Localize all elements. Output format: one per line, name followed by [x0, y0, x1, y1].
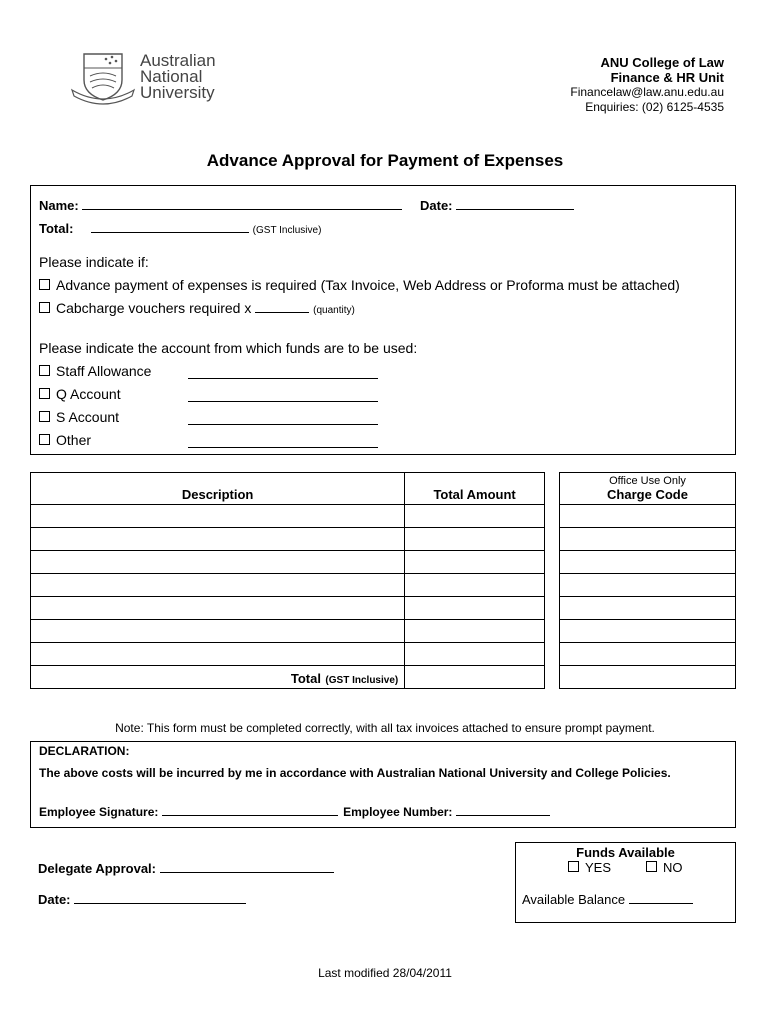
table-row	[31, 574, 545, 597]
account-label: Please indicate the account from which funds are to be used:	[39, 340, 418, 356]
other-account-field[interactable]	[188, 435, 378, 448]
contact-block	[570, 55, 724, 115]
account-option-label: Q Account	[56, 386, 121, 402]
date-label: Date:	[420, 198, 453, 213]
approval-date-field[interactable]	[74, 891, 246, 904]
table-row	[31, 620, 545, 643]
available-balance-field[interactable]	[629, 891, 693, 904]
delegate-approval-field[interactable]	[160, 860, 334, 873]
charge-code-cell[interactable]	[560, 620, 736, 643]
yes-checkbox[interactable]	[568, 861, 579, 872]
name-label: Name:	[39, 198, 79, 213]
description-header: Description	[31, 473, 405, 505]
table-total-gst: (GST Inclusive)	[325, 675, 399, 686]
charge-code-cell[interactable]	[560, 643, 736, 666]
declaration-heading: DECLARATION:	[39, 744, 130, 758]
charge-code-cell[interactable]	[560, 574, 736, 597]
completion-note: Note: This form must be completed correctly, with all tax invoices attached to ensure prompt payment.	[115, 721, 655, 735]
indicate-label: Please indicate if:	[39, 254, 149, 270]
charge-code-table	[559, 472, 736, 689]
approval-date-label: Date:	[38, 892, 71, 907]
employee-number-field[interactable]	[456, 803, 550, 816]
employee-number-label: Employee Number:	[343, 805, 453, 819]
contact-enquiries: Enquiries: (02) 6125-4535	[585, 100, 724, 114]
charge-code-cell[interactable]	[560, 528, 736, 551]
no-checkbox[interactable]	[646, 861, 657, 872]
charge-code-cell[interactable]	[560, 666, 736, 689]
signature-label: Employee Signature:	[39, 805, 159, 819]
logo-line-2: National	[140, 67, 203, 86]
table-total-label: Total	[290, 671, 321, 686]
table-row	[31, 643, 545, 666]
date-field[interactable]	[456, 197, 574, 210]
other-account-checkbox[interactable]	[39, 434, 50, 445]
unit-name: Finance & HR Unit	[610, 70, 724, 85]
amount-cell[interactable]	[405, 643, 545, 666]
total-amount-cell[interactable]	[405, 666, 545, 689]
description-cell[interactable]	[31, 597, 405, 620]
q-account-checkbox[interactable]	[39, 388, 50, 399]
no-label: NO	[663, 860, 683, 875]
description-cell[interactable]	[31, 643, 405, 666]
crest-icon	[70, 50, 136, 106]
advance-checkbox[interactable]	[39, 279, 50, 290]
page-title: Advance Approval for Payment of Expenses	[206, 151, 564, 170]
college-name: ANU College of Law	[600, 55, 724, 70]
table-row	[31, 551, 545, 574]
q-account-field[interactable]	[188, 389, 378, 402]
s-account-checkbox[interactable]	[39, 411, 50, 422]
cabcharge-option-label: Cabcharge vouchers required x	[56, 300, 252, 316]
table-row	[31, 528, 545, 551]
amount-cell[interactable]	[405, 528, 545, 551]
account-option-label: Other	[56, 432, 92, 448]
charge-code-header: Charge Code	[607, 487, 688, 502]
quantity-field[interactable]	[255, 300, 309, 313]
signature-field[interactable]	[162, 803, 338, 816]
charge-code-cell[interactable]	[560, 505, 736, 528]
office-use-label: Office Use Only	[609, 475, 686, 487]
amount-cell[interactable]	[405, 620, 545, 643]
quantity-note: (quantity)	[313, 305, 355, 316]
s-account-field[interactable]	[188, 412, 378, 425]
description-cell[interactable]	[31, 528, 405, 551]
table-row	[31, 597, 545, 620]
account-option-label: S Account	[56, 409, 120, 425]
description-cell[interactable]	[31, 574, 405, 597]
total-amount-header: Total Amount	[405, 473, 545, 505]
gst-note: (GST Inclusive)	[252, 225, 322, 236]
yes-label: YES	[585, 860, 612, 875]
contact-email: Financelaw@law.anu.edu.au	[570, 85, 724, 99]
staff-allowance-field[interactable]	[188, 366, 378, 379]
delegate-approval-label: Delegate Approval:	[38, 861, 156, 876]
declaration-text: The above costs will be incurred by me in accordance with Australian National University and College Policies.	[39, 766, 671, 780]
table-total-row	[31, 666, 545, 689]
account-option-label: Staff Allowance	[56, 363, 152, 379]
funds-available-heading: Funds Available	[576, 845, 675, 860]
expense-table	[30, 472, 545, 689]
logo-line-1: Australian	[140, 51, 216, 70]
logo-line-3: University	[140, 83, 215, 102]
staff-allowance-checkbox[interactable]	[39, 365, 50, 376]
last-modified: Last modified 28/04/2011	[318, 966, 452, 980]
advance-option-label: Advance payment of expenses is required (Tax Invoice, Web Address or Proforma must be attached)	[56, 277, 680, 293]
description-cell[interactable]	[31, 505, 405, 528]
amount-cell[interactable]	[405, 574, 545, 597]
charge-code-cell[interactable]	[560, 597, 736, 620]
amount-cell[interactable]	[405, 505, 545, 528]
table-row	[31, 505, 545, 528]
description-cell[interactable]	[31, 620, 405, 643]
amount-cell[interactable]	[405, 597, 545, 620]
available-balance-label: Available Balance	[522, 892, 626, 907]
amount-cell[interactable]	[405, 551, 545, 574]
name-field[interactable]	[82, 197, 402, 210]
description-cell[interactable]	[31, 551, 405, 574]
charge-code-cell[interactable]	[560, 551, 736, 574]
total-field[interactable]	[91, 220, 249, 233]
anu-logo	[70, 50, 230, 106]
total-label: Total:	[39, 221, 74, 236]
cabcharge-checkbox[interactable]	[39, 302, 50, 313]
